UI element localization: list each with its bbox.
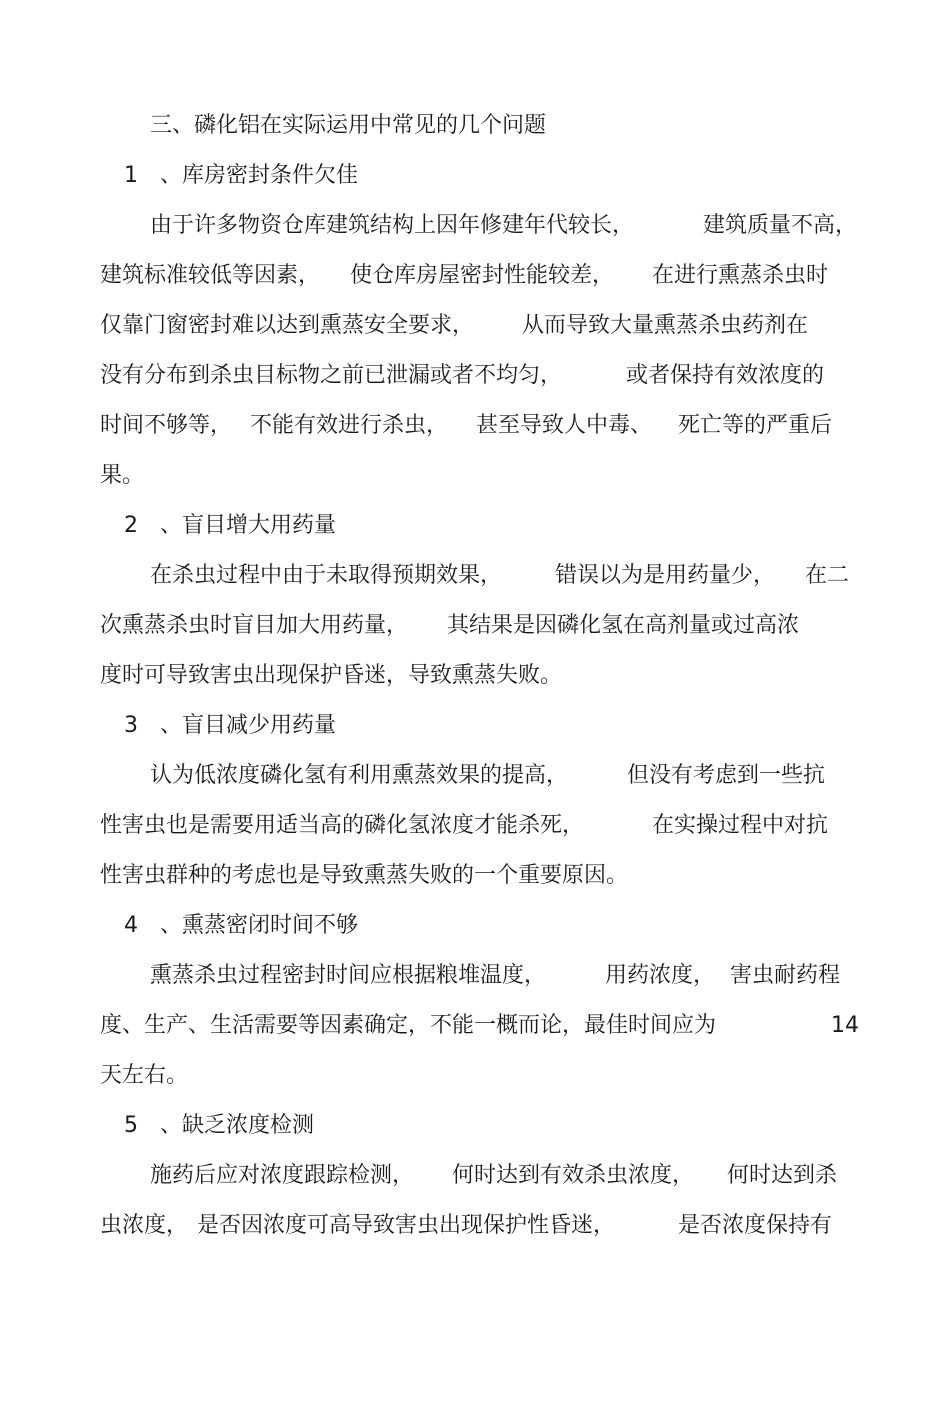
item-1-heading <box>0 156 950 196</box>
paragraph-line <box>0 1006 950 1046</box>
section-title <box>0 106 950 146</box>
text-segment: 是否浓度保持有 <box>678 1213 833 1238</box>
text-segment: 不能有效进行杀虫， <box>250 413 449 438</box>
item-number: 5 <box>124 1113 138 1138</box>
text-segment: 建筑质量不高， <box>703 213 858 238</box>
item-heading-text: 、缺乏浓度检测 <box>160 1113 315 1138</box>
text-segment: 14 <box>831 1013 859 1038</box>
item-4-heading <box>0 906 950 946</box>
text-segment: 虫浓度， <box>100 1213 189 1238</box>
text-segment: 在进行熏蒸杀虫时 <box>652 263 829 288</box>
paragraph-line <box>0 306 950 346</box>
text-segment: 用药浓度， <box>605 963 716 988</box>
item-5-heading <box>0 1106 950 1146</box>
text-segment: 没有分布到杀虫目标物之前已泄漏或者不均匀， <box>100 363 563 388</box>
item-3-heading <box>0 706 950 746</box>
text-segment: 从而导致大量熏蒸杀虫药剂在 <box>522 313 809 338</box>
text-segment: 施药后应对浓度跟踪检测， <box>150 1163 415 1188</box>
paragraph-line <box>0 956 950 996</box>
text-segment: 时间不够等， <box>100 413 233 438</box>
text-segment: 果。 <box>100 463 145 488</box>
text-segment: 其结果是因磷化氢在高剂量或过高浓 <box>447 613 800 638</box>
paragraph-line <box>0 406 950 446</box>
paragraph-line <box>0 856 950 896</box>
item-2-heading <box>0 506 950 546</box>
text-segment: 死亡等的严重后 <box>678 413 833 438</box>
text-segment: 甚至导致人中毒、 <box>476 413 653 438</box>
item-heading-text: 、熏蒸密闭时间不够 <box>160 913 359 938</box>
text-segment: 何时达到有效杀虫浓度， <box>452 1163 695 1188</box>
text-segment: 性害虫群种的考虑也是导致熏蒸失败的一个重要原因。 <box>100 863 629 888</box>
paragraph-line <box>0 756 950 796</box>
item-number: 4 <box>124 913 138 938</box>
text-segment: 害虫耐药程 <box>730 963 841 988</box>
section-title-text: 三、磷化铝在实际运用中常见的几个问题 <box>150 113 547 138</box>
paragraph-line <box>0 256 950 296</box>
paragraph-line <box>0 1206 950 1246</box>
text-segment: 在二 <box>805 563 850 588</box>
text-segment: 度时可导致害虫出现保护昏迷，导致熏蒸失败。 <box>100 663 563 688</box>
text-segment: 认为低浓度磷化氢有利用熏蒸效果的提高， <box>150 763 569 788</box>
text-segment: 度、生产、生活需要等因素确定，不能一概而论，最佳时间应为 <box>100 1013 717 1038</box>
text-segment: 次熏蒸杀虫时盲目加大用药量， <box>100 613 409 638</box>
text-segment: 何时达到杀 <box>727 1163 838 1188</box>
item-heading-text: 、库房密封条件欠佳 <box>160 163 359 188</box>
paragraph-line <box>0 806 950 846</box>
paragraph-line <box>0 656 950 696</box>
item-number: 1 <box>124 163 138 188</box>
text-segment: 在实操过程中对抗 <box>652 813 829 838</box>
text-segment: 由于许多物资仓库建筑结构上因年修建年代较长， <box>150 213 635 238</box>
paragraph-line <box>0 556 950 596</box>
item-heading-text: 、盲目增大用药量 <box>160 513 337 538</box>
text-segment: 或者保持有效浓度的 <box>626 363 825 388</box>
paragraph-line <box>0 606 950 646</box>
text-segment: 是否因浓度可高导致害虫出现保护性昏迷， <box>197 1213 616 1238</box>
text-segment: 建筑标准较低等因素， <box>100 263 321 288</box>
text-segment: 熏蒸杀虫过程密封时间应根据粮堆温度， <box>150 963 547 988</box>
text-segment: 仅靠门窗密封难以达到熏蒸安全要求， <box>100 313 475 338</box>
paragraph-line <box>0 1056 950 1096</box>
text-segment: 使仓库房屋密封性能较差， <box>350 263 615 288</box>
text-segment: 在杀虫过程中由于未取得预期效果， <box>150 563 503 588</box>
paragraph-line <box>0 456 950 496</box>
item-number: 3 <box>124 713 138 738</box>
text-segment: 天左右。 <box>100 1063 189 1088</box>
paragraph-line <box>0 206 950 246</box>
text-segment: 性害虫也是需要用适当高的磷化氢浓度才能杀死， <box>100 813 585 838</box>
paragraph-line <box>0 1156 950 1196</box>
text-segment: 错误以为是用药量少， <box>555 563 776 588</box>
item-number: 2 <box>124 513 138 538</box>
paragraph-line <box>0 356 950 396</box>
text-segment: 但没有考虑到一些抗 <box>627 763 826 788</box>
item-heading-text: 、盲目减少用药量 <box>160 713 337 738</box>
